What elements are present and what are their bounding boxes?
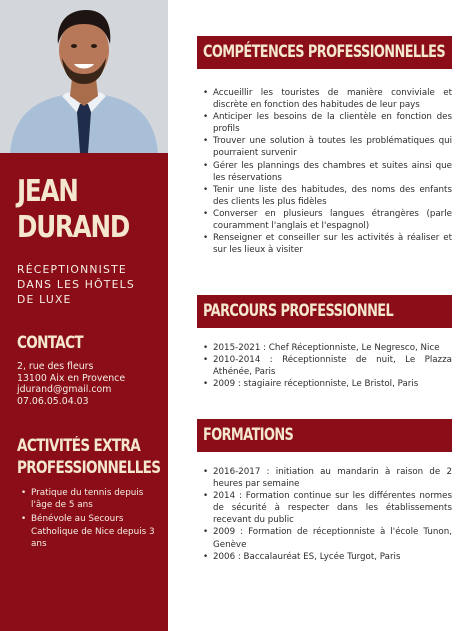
education-heading-banner	[197, 419, 452, 452]
job-title	[17, 262, 162, 307]
contact-address-line: 2, rue des fleurs	[17, 361, 94, 372]
list-item: • 2009 : Formation de réceptionniste à l'école Tunon, Genève	[200, 526, 452, 550]
activities-heading-line: PROFESSIONNELLES	[17, 458, 161, 477]
job-title-line: DE LUXE	[17, 293, 72, 306]
experience-heading-banner	[197, 295, 452, 328]
experience-list	[200, 342, 452, 390]
contact-city-line: 13100 Aix en Provence	[17, 372, 126, 384]
contact-heading: CONTACT	[17, 333, 83, 352]
list-item: • Bénévole au Secours Catholique de Nice depuis 3 ans	[17, 513, 162, 550]
first-name: JEAN	[17, 174, 78, 209]
skills-heading: COMPÉTENCES PROFESSIONNELLES	[203, 42, 446, 62]
contact-details	[17, 361, 125, 407]
list-item: • Gérer les plannings des chambres et suites ainsi que les réservations	[200, 160, 452, 184]
activities-list	[17, 487, 162, 552]
activities-heading-line: ACTIVITÉS EXTRA	[17, 436, 141, 455]
left-sidebar	[0, 0, 168, 631]
list-item: • Pratique du tennis depuis l'âge de 5 ans	[17, 487, 162, 511]
education-heading: FORMATIONS	[203, 425, 294, 445]
list-item: • Tenir une liste des habitudes, des noms des enfants des clients les plus fidèles	[200, 184, 452, 208]
activities-heading	[17, 435, 160, 479]
profile-photo	[0, 0, 168, 153]
last-name: DURAND	[17, 210, 130, 245]
skills-list	[200, 87, 452, 256]
list-item: • Anticiper les besoins de la clientèle en fonction des profils	[200, 111, 452, 135]
list-item: • 2014 : Formation continue sur les différentes normes de sécurité à respecter dans les établissements recevant du public	[200, 490, 452, 526]
list-item: • Accueillir les touristes de manière conviviale et discrète en fonction des habitudes de leur pays	[200, 87, 452, 111]
candidate-name	[17, 174, 129, 246]
experience-heading: PARCOURS PROFESSIONNEL	[203, 301, 394, 321]
list-item: • Renseigner et conseiller sur les activités à réaliser et sur les lieux à visiter	[200, 232, 452, 256]
contact-phone: 07.06.05.04.03	[17, 395, 89, 407]
education-list	[200, 466, 452, 563]
list-item: • 2016-2017 : initiation au mandarin à raison de 2 heures par semaine	[200, 466, 452, 490]
list-item: • Trouver une solution à toutes les problématiques qui pourraient survenir	[200, 135, 452, 159]
list-item: • 2009 : stagiaire réceptionniste, Le Bristol, Paris	[200, 378, 452, 390]
list-item: • 2006 : Baccalauréat ES, Lycée Turgot, Paris	[200, 551, 452, 563]
job-title-line: RÉCEPTIONNISTE	[17, 263, 127, 276]
skills-heading-banner	[197, 36, 452, 69]
job-title-line: DANS LES HÔTELS	[17, 278, 135, 291]
contact-email: jdurand@gmail.com	[17, 384, 112, 395]
list-item: • 2015-2021 : Chef Réceptionniste, Le Negresco, Nice	[200, 342, 452, 354]
list-item: • 2010-2014 : Réceptionniste de nuit, Le Plazza Athénée, Paris	[200, 354, 452, 378]
list-item: • Converser en plusieurs langues étrangères (parle couramment l'anglais et l'espagnol)	[200, 208, 452, 232]
